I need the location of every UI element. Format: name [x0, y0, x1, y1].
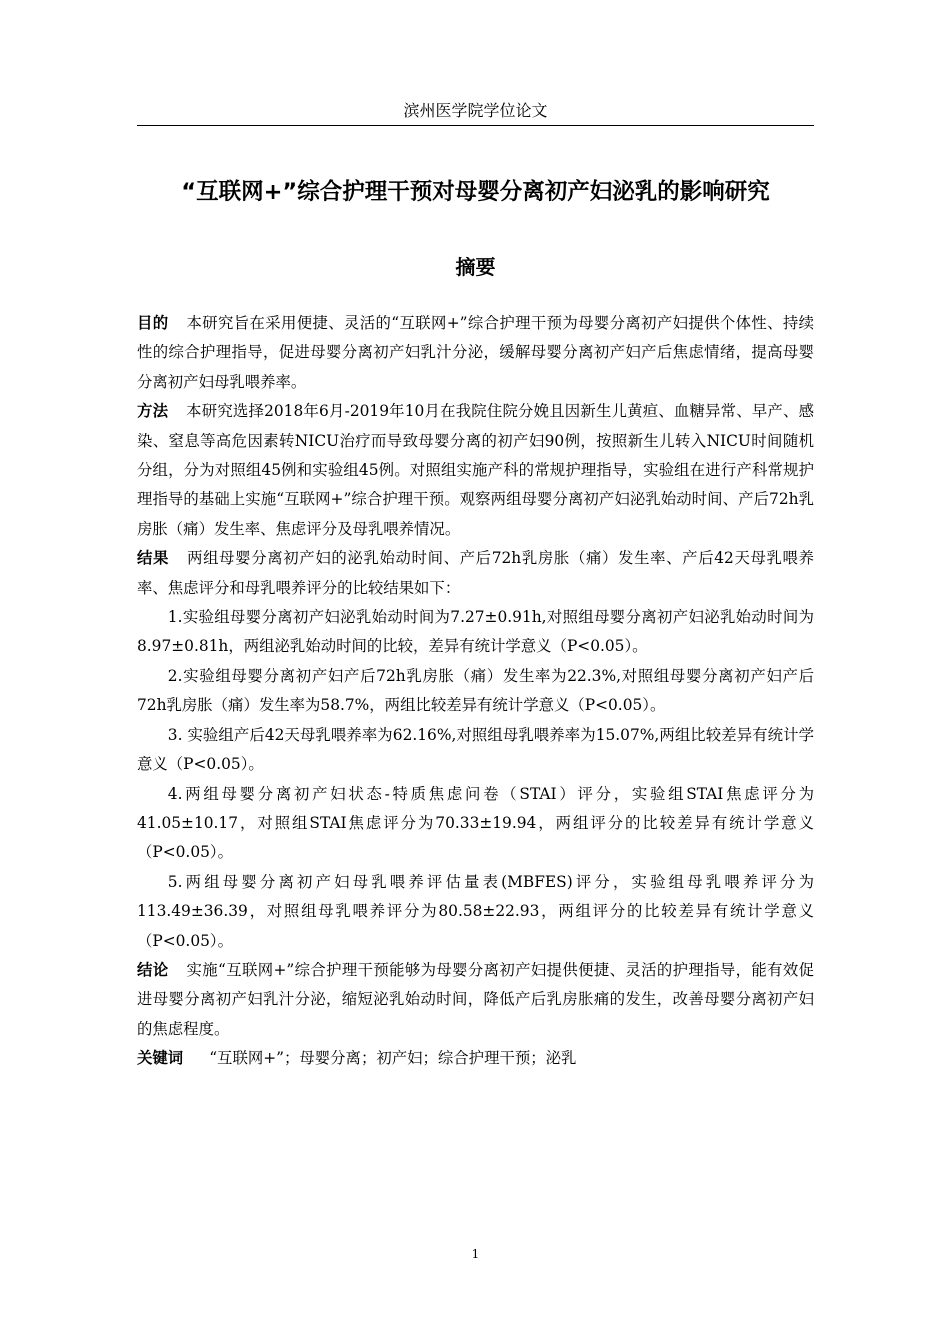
conclusion-paragraph: [137, 956, 814, 1044]
conclusion-text: 实施“互联网+”综合护理干预能够为母婴分离初产妇提供便捷、灵活的护理指导，能有效促进母婴分离初产妇乳汁分泌，缩短泌乳始动时间，降低产后乳房胀痛的发生，改善母婴分离初产妇的焦虑程度。: [137, 960, 814, 1038]
conclusion-label: 结论: [137, 960, 169, 979]
result-item: 2.实验组母婴分离初产妇产后72h乳房胀（痛）发生率为22.3%,对照组母婴分离初产妇产后72h乳房胀（痛）发生率为58.7%，两组比较差异有统计学意义（P<0.05）。: [137, 666, 814, 715]
result-item: 5.两组母婴分离初产妇母乳喂养评估量表(MBFES)评分，实验组母乳喂养评分为113.49±36.39，对照组母乳喂养评分为80.58±22.93，两组评分的比较差异有统计学意义（P<0.05）。: [137, 872, 814, 950]
method-text: 本研究选择2018年6月-2019年10月在我院住院分娩且因新生儿黄疸、血糖异常、早产、感染、窒息等高危因素转NICU治疗而导致母婴分离的初产妇90例，按照新生儿转入NICU时间随机分组，分为对照组45例和实验组45例。对照组实施产科的常规护理指导，实验组在进行产科常规护理指导的基础上实施“互联网+”综合护理干预。观察两组母婴分离初产妇泌乳始动时间、产后72h乳房胀（痛）发生率、焦虑评分及母乳喂养情况。: [137, 402, 814, 538]
running-header: 滨州医学院学位论文: [403, 101, 548, 120]
keywords-text: “互联网+”；母婴分离；初产妇；综合护理干预；泌乳: [209, 1049, 577, 1068]
abstract-body: [137, 309, 814, 1074]
method-paragraph: [137, 397, 814, 544]
result-item: 1.实验组母婴分离初产妇泌乳始动时间为7.27±0.91h,对照组母婴分离初产妇泌乳始动时间为8.97±0.81h，两组泌乳始动时间的比较，差异有统计学意义（P<0.05）。: [137, 608, 814, 656]
method-label: 方法: [137, 402, 169, 421]
purpose-paragraph: [137, 309, 814, 397]
keywords-paragraph: [137, 1044, 814, 1073]
keywords-label: 关键词: [137, 1049, 184, 1068]
purpose-text: 本研究旨在采用便捷、灵活的“互联网+”综合护理干预为母婴分离初产妇提供个体性、持续性的综合护理指导，促进母婴分离初产妇乳汁分泌，缓解母婴分离初产妇产后焦虑情绪，提高母婴分离初产妇母乳喂养率。: [137, 314, 814, 391]
result-item: 3. 实验组产后42天母乳喂养率为62.16%,对照组母乳喂养率为15.07%,两组比较差异有统计学意义（P<0.05）。: [137, 725, 814, 774]
result-item: 4.两组母婴分离初产妇状态-特质焦虑问卷（STAI）评分，实验组STAI焦虑评分为41.05±10.17，对照组STAI焦虑评分为70.33±19.94，两组评分的比较差异有统计学意义（P<0.05）。: [137, 784, 814, 862]
header-rule: [137, 125, 814, 126]
purpose-label: 目的: [137, 314, 169, 332]
results-label: 结果: [137, 549, 170, 568]
results-text: 两组母婴分离初产妇的泌乳始动时间、产后72h乳房胀（痛）发生率、产后42天母乳喂养率、焦虑评分和母乳喂养评分的比较结果如下：: [137, 549, 814, 597]
results-paragraph: [137, 544, 814, 603]
paper-title: “互联网+”综合护理干预对母婴分离初产妇泌乳的影响研究: [181, 179, 770, 205]
abstract-heading: 摘要: [455, 255, 496, 279]
page-number: 1: [471, 1247, 480, 1261]
